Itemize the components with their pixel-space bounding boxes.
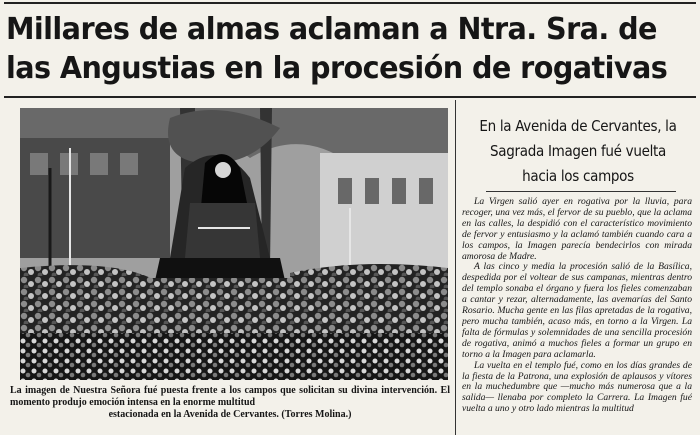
headline-line-1: Millares de almas aclaman a Ntra. Sra. de bbox=[6, 12, 657, 47]
article-paragraph: La vuelta en el templo fué, como en los días grandes de la fiesta de la Patrona, una explosión de aplausos y vítores en la muchedumbre que —mucho más numerosa que a la salida— llenaba por completo la Carrera. La Imagen fué vuelta a uno y otro lado mientras la multitud bbox=[462, 359, 692, 415]
article-body bbox=[462, 197, 692, 435]
column-divider bbox=[455, 100, 456, 435]
photo-caption-text: La imagen de Nuestra Señora fué puesta frente a los campos que solicitan su divina intervención. El momento produjo emoción intensa en la enorme multitud bbox=[10, 385, 450, 408]
photo-caption bbox=[10, 385, 450, 421]
photo-caption-credit: estacionada en la Avenida de Cervantes. (Torres Molina.) bbox=[108, 409, 352, 420]
procession-photo bbox=[20, 108, 448, 380]
procession-photo-illustration bbox=[20, 108, 448, 380]
subheadline-line-1: En la Avenida de Cervantes, la bbox=[479, 117, 677, 135]
article-paragraph: La Virgen salió ayer en rogativa por la lluvia, para recoger, una vez más, el fervor de su pueblo, que la aclama en las calles, la despidió con el característico movimiento de fervor y entusiasmo y la aclamó también cuando cara a los campos, la Imagen parecía bendecirlos con mirada amorosa de Madre. bbox=[462, 197, 692, 262]
subheadline-line-2: Sagrada Imagen fué vuelta bbox=[490, 142, 666, 160]
headline-line-2: las Angustias en la procesión de rogativas bbox=[6, 51, 668, 86]
headline bbox=[6, 10, 668, 88]
top-rule bbox=[4, 2, 696, 4]
subheadline-line-3: hacia los campos bbox=[522, 167, 634, 185]
article-paragraph: A las cinco y media la procesión salió de la Basílica, despedida por el voltear de sus campanas, mientras dentro del templo sonaba el órgano y fuera los fieles comenzaban a cantar y rezar, alternadamente, las avemarías del Santo Rosario. Mucha gente en las filas apretadas de la rogativa, pero mucha también, acaso más, en torno a la Virgen. La falta de fórmulas y solemnidades de una sencilla procesión de rogativa, animó a muchos fieles a formar un grupo en torno a la Imagen para aclamarla. bbox=[462, 261, 692, 360]
headline-rule bbox=[4, 96, 696, 98]
subheadline bbox=[462, 114, 694, 189]
subheadline-rule bbox=[486, 191, 676, 192]
